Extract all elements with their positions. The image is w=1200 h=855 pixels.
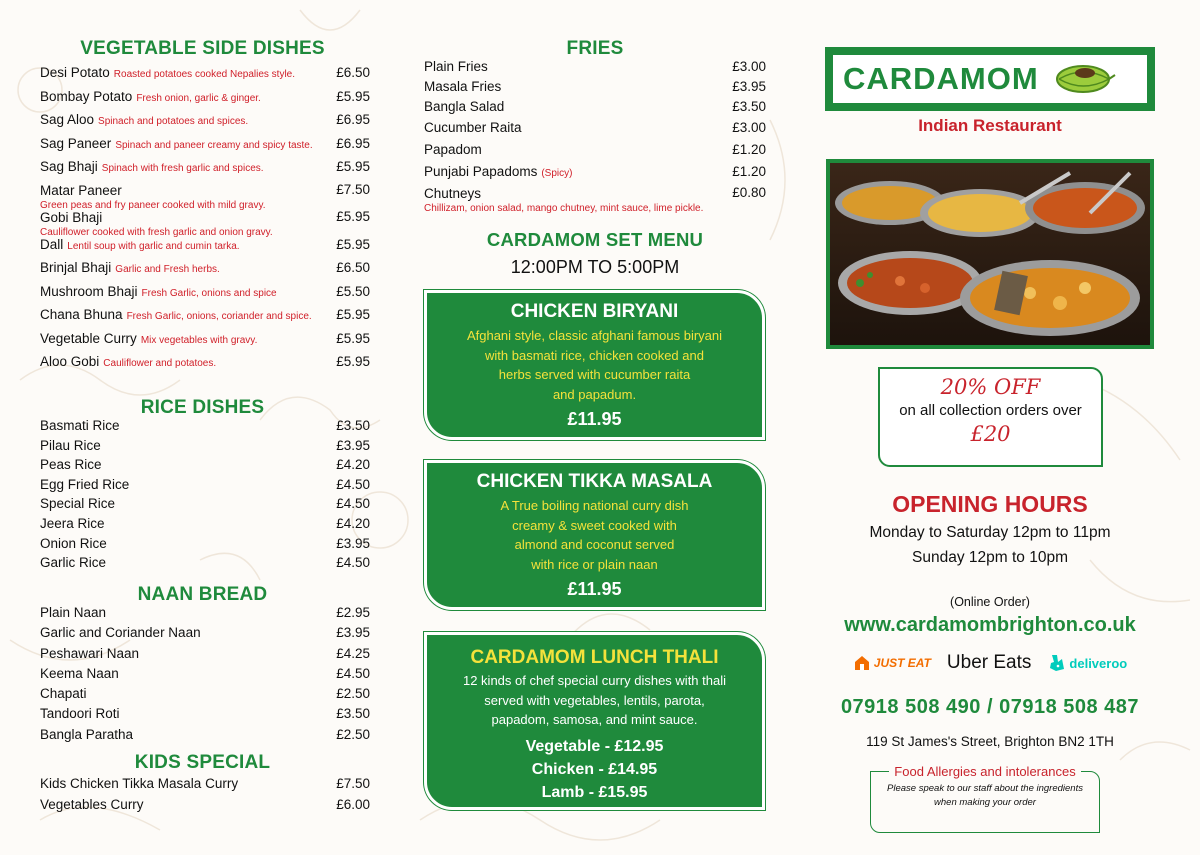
just-eat-link[interactable]: JUST EAT [853, 654, 931, 672]
list-item: Dall Lentil soup with garlic and cumin tarka. £5.95 [40, 236, 370, 252]
card-price: Vegetable - £12.95 [525, 737, 664, 755]
list-item: Chapati £2.50 [40, 686, 370, 702]
card-title: CARDAMOM LUNCH THALI [470, 647, 719, 668]
card-title: CHICKEN BIRYANI [510, 301, 679, 322]
card-desc-line: and papadum. [552, 386, 637, 402]
card-desc-line: served with vegetables, lentils, parota, [484, 692, 705, 708]
card-title: CHICKEN TIKKA MASALA [476, 471, 713, 492]
set-menu-title: CARDAMOM SET MENU [486, 229, 704, 250]
hours-sunday: Sunday 12pm to 10pm [912, 549, 1068, 566]
list-item: Masala Fries £3.95 [424, 79, 766, 94]
list-item: Vegetables Curry £6.00 [40, 796, 370, 812]
list-item: Peas Rice £4.20 [40, 457, 370, 473]
list-item: Chana Bhuna Fresh Garlic, onions, coriander and spice. £5.95 [40, 307, 370, 322]
allergy-box [870, 764, 1100, 833]
uber-eats-link[interactable]: Uber Eats [946, 652, 1032, 673]
left-column [30, 0, 375, 855]
list-item: Aloo Gobi Cauliflower and potatoes. £5.95 [40, 354, 370, 369]
food-photo [826, 159, 1154, 349]
card-desc-line: with basmati rice, chicken cooked and [485, 347, 704, 363]
offer-amount: £20 [970, 422, 1011, 446]
list-item: Gobi Bhaji Cauliflower cooked with fresh garlic and onion gravy. £5.95 [40, 208, 370, 238]
veg-side-title: VEGETABLE SIDE DISHES [80, 38, 325, 59]
card-desc-line: with rice or plain naan [531, 556, 658, 572]
rice-list [40, 418, 370, 575]
phone-numbers[interactable]: 07918 508 490 / 07918 508 487 [840, 696, 1140, 718]
card-desc-line: herbs served with cucumber raita [498, 367, 691, 382]
list-item: Vegetable Curry Mix vegetables with gravy. £5.95 [40, 330, 370, 346]
list-item: Garlic Rice £4.50 [40, 555, 370, 571]
offer-headline: 20% OFF [940, 375, 1041, 399]
fries-title: FRIES [566, 38, 624, 59]
set-menu-card-thali [424, 632, 765, 810]
brand-subtitle: Indian Restaurant [918, 116, 1062, 135]
delivery-partners [810, 652, 1170, 674]
card-price: Chicken - £14.95 [531, 760, 658, 778]
list-item: Sag Aloo Spinach and potatoes and spices. £6.95 [40, 112, 370, 127]
fries-list [424, 59, 766, 215]
right-column [810, 0, 1170, 855]
list-item: Onion Rice £3.95 [40, 535, 370, 551]
list-item: Mushroom Bhaji Fresh Garlic, onions and spice £5.50 [40, 283, 370, 299]
card-price: Lamb - £15.95 [541, 783, 648, 801]
list-item: Keema Naan £4.50 [40, 665, 370, 681]
list-item: Chutneys Chillizam, onion salad, mango chutney, mint sauce, lime pickle. £0.80 [424, 184, 766, 214]
just-eat-icon [853, 654, 871, 672]
list-item: Cucumber Raita £3.00 [424, 120, 766, 135]
card-desc-line: Afghani style, classic afghani famous biryani [466, 328, 723, 343]
list-item: Bangla Paratha £2.50 [40, 726, 370, 742]
allergy-title: Food Allergies and intolerances [889, 764, 1080, 779]
address: 119 St James's Street, Brighton BN2 1TH [866, 734, 1114, 749]
list-item: Garlic and Coriander Naan £3.95 [40, 625, 370, 641]
offer-box [878, 367, 1103, 467]
kids-list [40, 776, 370, 817]
naan-list [40, 605, 370, 747]
set-menu-time: 12:00PM TO 5:00PM [510, 257, 680, 277]
list-item: Tandoori Roti £3.50 [40, 706, 370, 722]
middle-column [415, 0, 775, 855]
card-desc-line: 12 kinds of chef special curry dishes with thali [462, 673, 726, 688]
list-item: Sag Paneer Spinach and paneer creamy and spicy taste. £6.95 [40, 135, 370, 151]
list-item: Jeera Rice £4.20 [40, 515, 370, 531]
hours-title: OPENING HOURS [892, 491, 1088, 517]
curry-dishes-image [830, 163, 1150, 345]
list-item: Special Rice £4.50 [40, 496, 370, 512]
list-item: Desi Potato Roasted potatoes cooked Nepalies style. £6.50 [40, 65, 370, 80]
brand-name: CARDAMOM [843, 61, 1039, 96]
allergy-line: when making your order [934, 797, 1036, 808]
list-item: Bombay Potato Fresh onion, garlic & ginger. £5.95 [40, 88, 370, 104]
card-desc-line: papadom, samosa, and mint sauce. [491, 712, 698, 727]
allergy-line: Please speak to our staff about the ingredients [887, 783, 1083, 794]
list-item: Brinjal Bhaji Garlic and Fresh herbs. £6.50 [40, 260, 370, 275]
website-link[interactable]: www.cardamombrighton.co.uk [844, 614, 1136, 636]
list-item: Kids Chicken Tikka Masala Curry £7.50 [40, 776, 370, 791]
card-desc-line: creamy & sweet cooked with [512, 517, 677, 533]
rice-title: RICE DISHES [140, 397, 265, 418]
list-item: Matar Paneer Green peas and fry paneer cooked with mild gravy. £7.50 [40, 181, 370, 211]
list-item: Punjabi Papadoms (Spicy) £1.20 [424, 164, 766, 179]
card-price: £11.95 [567, 579, 622, 599]
list-item: Egg Fried Rice £4.50 [40, 476, 370, 492]
naan-title: NAAN BREAD [137, 584, 268, 605]
set-menu-card-tikka [424, 460, 765, 610]
veg-side-list [40, 64, 370, 377]
list-item: Sag Bhaji Spinach with fresh garlic and spices. £5.95 [40, 159, 370, 174]
logo [825, 47, 1155, 111]
cardamom-pod-icon [1047, 59, 1117, 99]
deliveroo-kangaroo-icon [1047, 654, 1065, 672]
card-price: £11.95 [567, 409, 622, 429]
list-item: Plain Naan £2.95 [40, 605, 370, 620]
list-item: Plain Fries £3.00 [424, 59, 766, 74]
set-menu-card-biryani [424, 290, 765, 440]
list-item: Peshawari Naan £4.25 [40, 645, 370, 661]
card-desc-line: almond and coconut served [514, 537, 675, 552]
list-item: Pilau Rice £3.95 [40, 437, 370, 453]
list-item: Papadom £1.20 [424, 141, 766, 157]
card-desc-line: A True boiling national curry dish [500, 498, 689, 513]
deliveroo-link[interactable]: deliveroo [1047, 654, 1127, 672]
online-order-label: (Online Order) [950, 595, 1030, 609]
hours-weekday: Monday to Saturday 12pm to 11pm [869, 524, 1111, 541]
list-item: Bangla Salad £3.50 [424, 99, 766, 114]
offer-line: on all collection orders over [899, 402, 1082, 419]
kids-title: KIDS SPECIAL [134, 752, 271, 773]
list-item: Basmati Rice £3.50 [40, 418, 370, 433]
